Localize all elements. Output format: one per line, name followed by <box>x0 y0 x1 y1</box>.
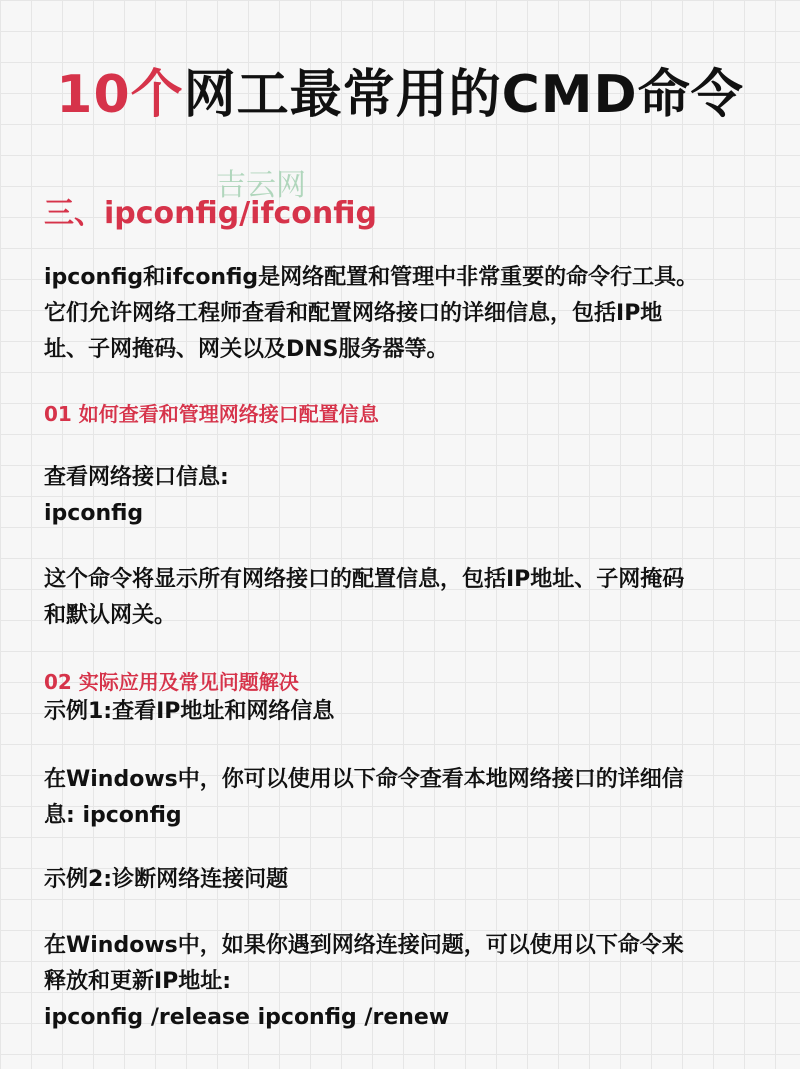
command: ipconfig <box>44 501 144 526</box>
watermark: 吉云网 <box>216 168 306 203</box>
example-1-title: 示例1:查看IP地址和网络信息 <box>44 699 335 724</box>
text-line: ipconfig和ifconfig是网络配置和管理中非常重要的命令行工具。 <box>44 265 699 290</box>
section-heading: 三、ipconfig/ifconfig <box>44 196 377 231</box>
text-line: 息: ipconfig <box>44 803 182 828</box>
text-line: 在Windows中，如果你遇到网络连接问题，可以使用以下命令来 <box>44 933 684 958</box>
text-line: 和默认网关。 <box>44 603 177 628</box>
view-block <box>44 460 764 532</box>
subheading-1: 01 如何查看和管理网络接口配置信息 <box>44 402 379 426</box>
text-line: 在Windows中，你可以使用以下命令查看本地网络接口的详细信 <box>44 767 684 792</box>
example-2-desc <box>44 928 764 1036</box>
text-line: 它们允许网络工程师查看和配置网络接口的详细信息，包括IP地 <box>44 301 663 326</box>
desc-paragraph <box>44 562 764 634</box>
text-line: 释放和更新IP地址: <box>44 969 232 994</box>
text-line: 查看网络接口信息: <box>44 465 229 490</box>
text-line: 这个命令将显示所有网络接口的配置信息，包括IP地址、子网掩码 <box>44 567 685 592</box>
example-2-title: 示例2:诊断网络连接问题 <box>44 867 289 892</box>
page-title: 10个网工最常用的CMD命令 <box>56 65 744 125</box>
command: ipconfig /release ipconfig /renew <box>44 1005 450 1030</box>
subheading-2: 02 实际应用及常见问题解决 <box>44 670 299 694</box>
example-1-desc <box>44 762 764 834</box>
intro-paragraph <box>44 260 764 368</box>
text-line: 址、子网掩码、网关以及DNS服务器等。 <box>44 337 449 362</box>
